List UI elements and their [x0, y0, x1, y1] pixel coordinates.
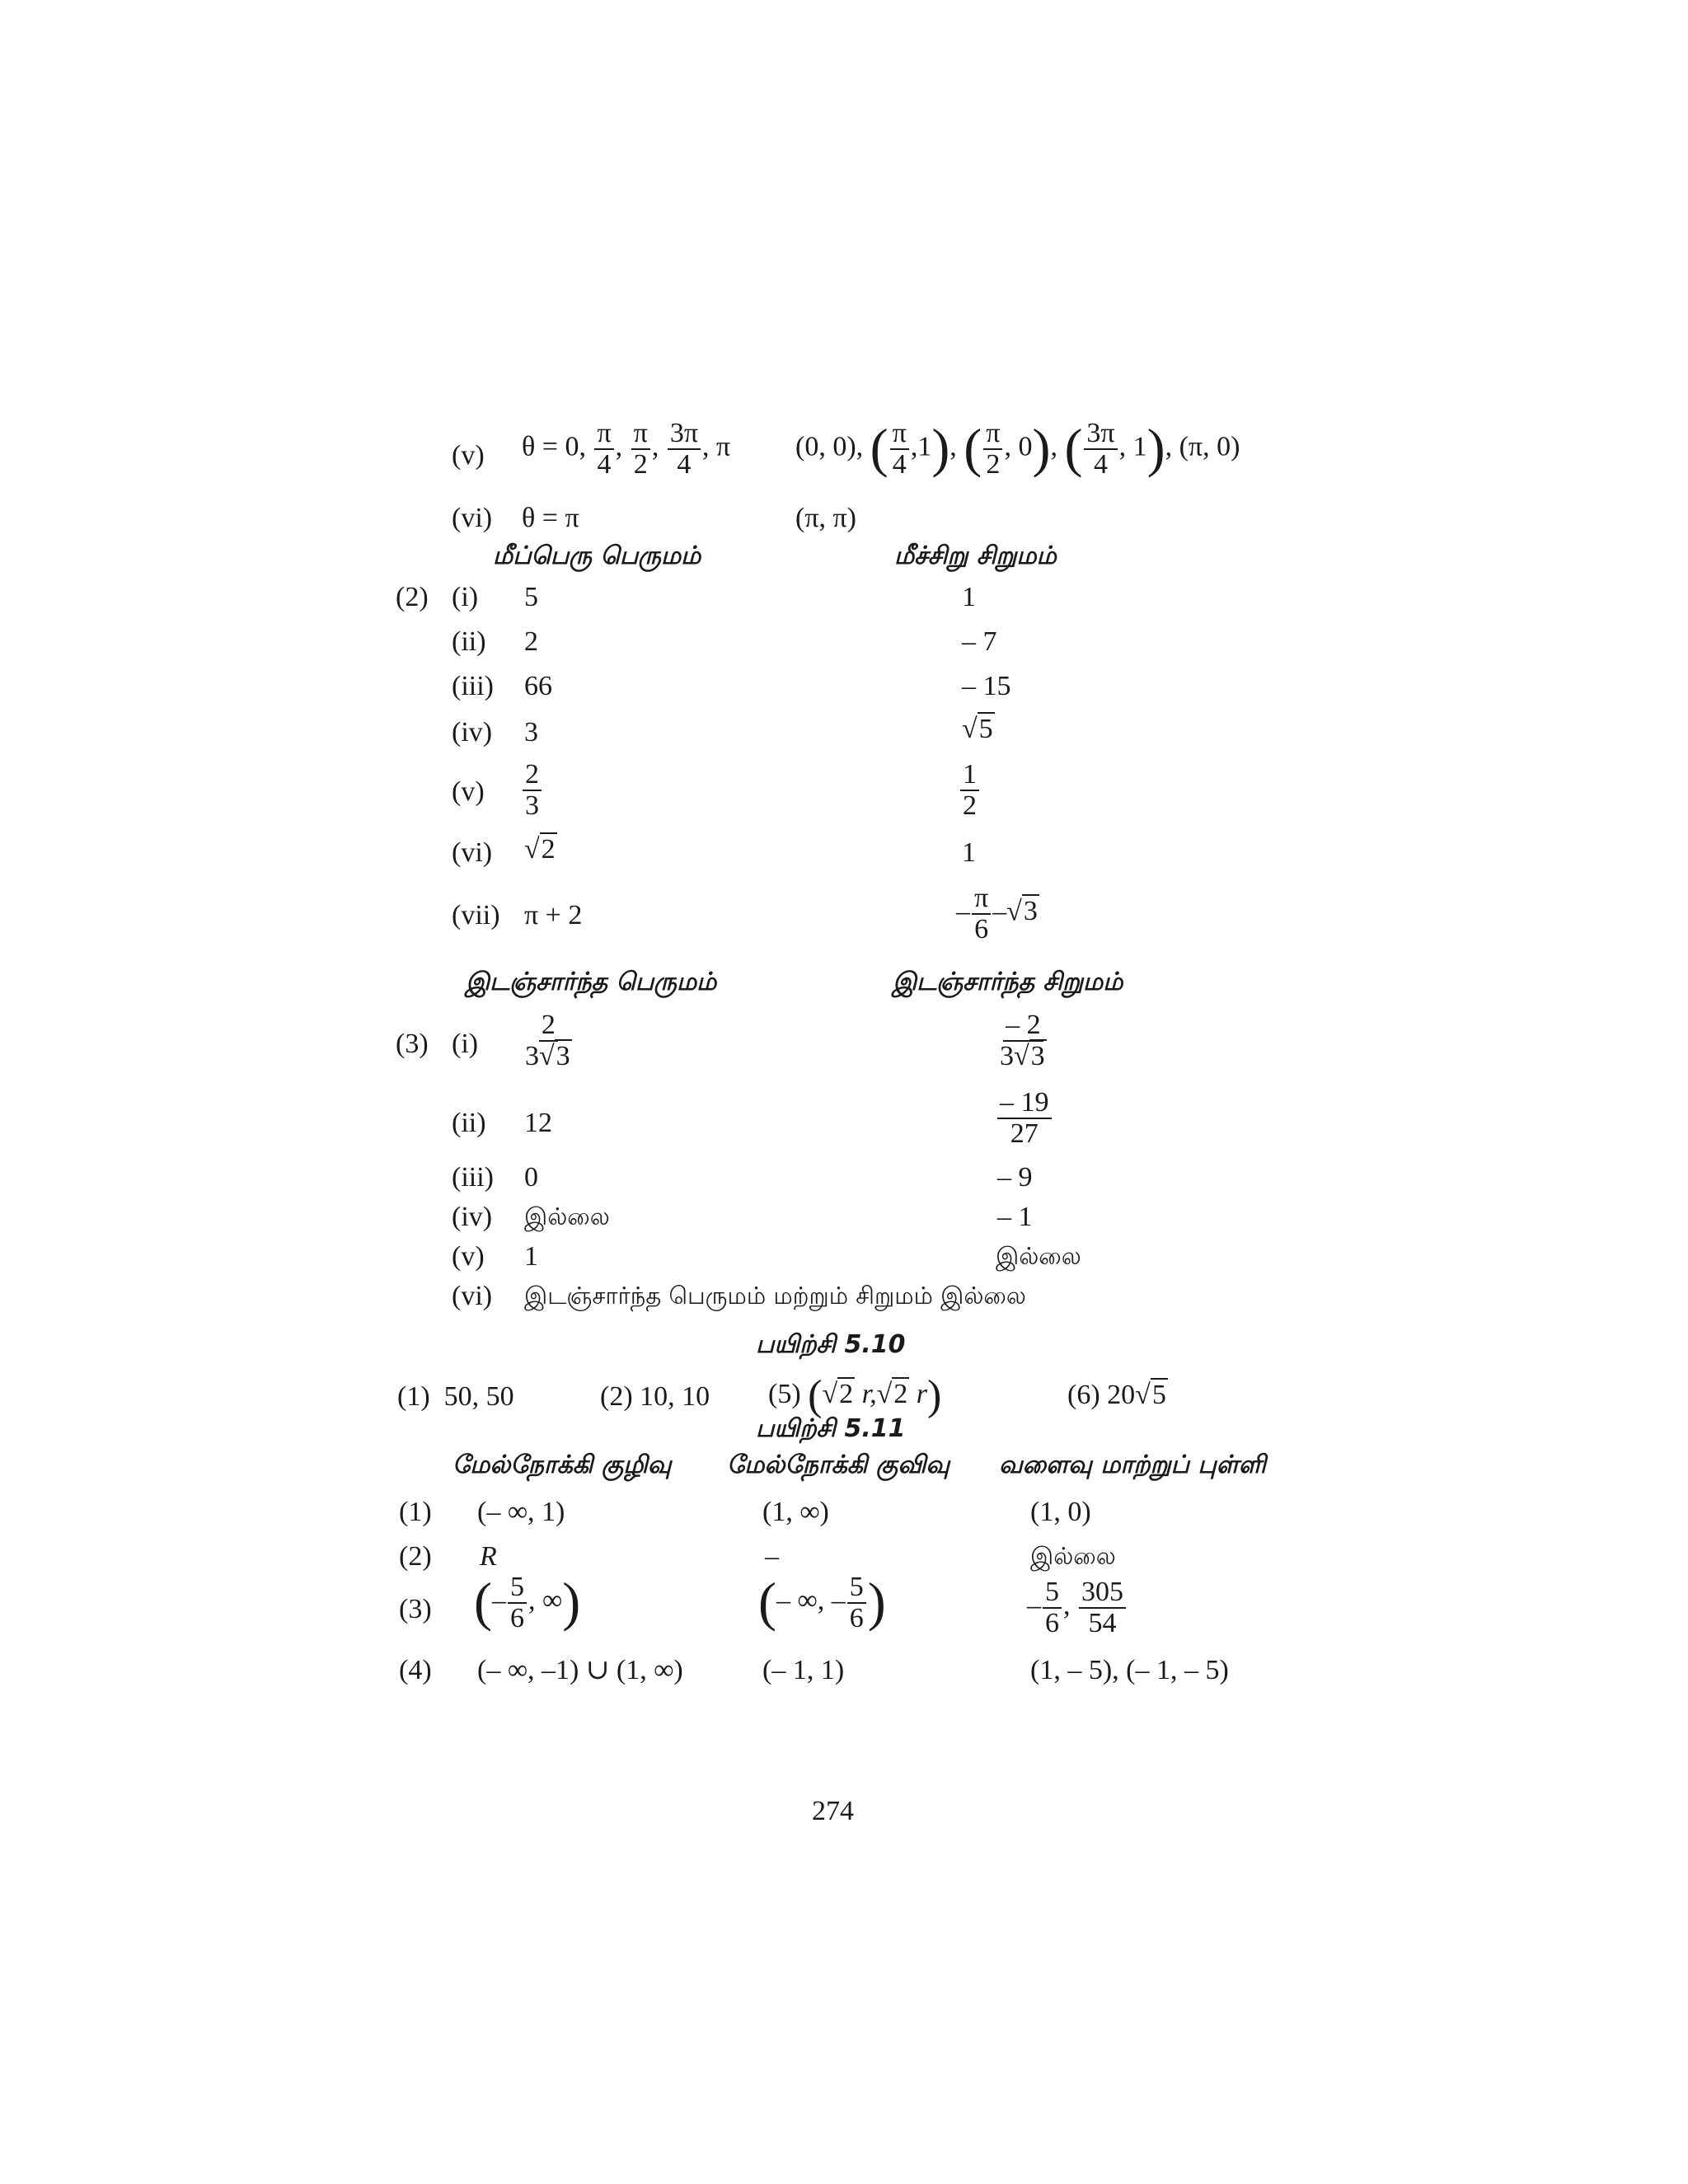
- ex511-c3: இல்லை: [1030, 1542, 1116, 1570]
- point-origin: (0, 0),: [795, 431, 864, 462]
- row-vi-point: (π, π): [795, 503, 856, 533]
- s3-label: (v): [452, 1241, 485, 1272]
- s2-min-sqrt: √5: [962, 714, 993, 744]
- s2-max: 66: [524, 671, 552, 701]
- point-last: , (π, 0): [1165, 431, 1240, 462]
- ex511-row-num: (4): [399, 1655, 432, 1685]
- ex511-c3: (1, 0): [1030, 1497, 1091, 1527]
- header-absolute-min: மீச்சிறு சிறுமம்: [894, 541, 1057, 570]
- page-number: 274: [812, 1796, 854, 1826]
- fraction: $\frac{\pi}{2}$: [631, 419, 650, 479]
- s2-label: (ii): [452, 626, 486, 657]
- header-absolute-max: மீப்பெரு பெருமம்: [493, 541, 701, 570]
- fraction: $\frac{3\pi}{4}$: [668, 419, 701, 479]
- ex511-row-num: (2): [399, 1541, 432, 1572]
- s2-max: 3: [524, 717, 538, 748]
- ex511-c3: (1, – 5), (– 1, – 5): [1030, 1655, 1229, 1685]
- ex511-c1: (– ∞, 1): [477, 1497, 565, 1527]
- section2-number: (2): [396, 582, 429, 612]
- ex511-c1: (– ∞, –1) ∪ (1, ∞): [477, 1655, 683, 1685]
- s2-label: (iv): [452, 717, 493, 748]
- point-y: 1: [1132, 431, 1147, 462]
- col-concave-down: மேல்நோக்கி குவிவு: [727, 1451, 950, 1479]
- header-local-max: இடஞ்சார்ந்த பெருமம்: [466, 968, 717, 996]
- row-vi-theta: θ = π: [522, 503, 579, 533]
- s2-min: 1: [962, 837, 976, 868]
- point-y: 0: [1018, 431, 1033, 462]
- s2-min-fraction: $\frac{1}{2}$: [959, 760, 981, 820]
- row-v-theta: θ = 0, $\frac{\pi}{4}$ , $\frac{\pi}{2}$ , $\frac{3\pi}{4}$ , π: [522, 418, 731, 480]
- s2-max: π + 2: [524, 900, 583, 930]
- point-y: 1: [917, 431, 932, 462]
- fraction: $\frac{\pi}{4}$: [594, 419, 613, 479]
- s2-max: 5: [524, 582, 538, 612]
- s2-min: – 15: [962, 671, 1011, 701]
- s3-label: (i): [452, 1029, 479, 1059]
- s3-max: 12: [524, 1108, 552, 1138]
- col-inflection-point: வளைவு மாற்றுப் புள்ளி: [999, 1451, 1266, 1479]
- ex510-answer-1: (1) 50, 50: [397, 1381, 514, 1412]
- s3-min-fraction: $\frac{- 2}{3√3}$: [1000, 1010, 1045, 1071]
- s3-min: – 1: [997, 1202, 1033, 1232]
- s2-label: (vi): [452, 837, 493, 868]
- ex511-c2: (1, ∞): [762, 1497, 829, 1527]
- theta-tail: , π: [701, 431, 731, 462]
- s3-label: (iv): [452, 1202, 493, 1232]
- s2-label: (iii): [452, 671, 494, 701]
- s2-label: (i): [452, 582, 479, 612]
- s2-max-sqrt: √2: [524, 834, 556, 865]
- row-v-points: (0, 0), ( $\frac{\pi}{4}$ ,1), ( $\frac{\pi}{2}$ , 0), ( $\frac{3\pi}{4}$ , 1), (π, 0): [795, 418, 1240, 480]
- s2-min: – 7: [962, 626, 997, 657]
- ex511-c1-expr: (– $\frac{5}{6}$ , ∞): [474, 1572, 581, 1633]
- ex511-row-num: (3): [399, 1594, 432, 1624]
- s3-label: (vi): [452, 1281, 493, 1311]
- ex511-c2: –: [765, 1541, 779, 1572]
- s2-label: (vii): [452, 900, 500, 930]
- row-vi-label: (vi): [452, 503, 493, 533]
- col-concave-up: மேல்நோக்கி குழிவு: [452, 1451, 672, 1479]
- s2-min-expr: – $\frac{\pi}{6}$ –√3: [956, 883, 1038, 944]
- s3-min: – 9: [997, 1162, 1033, 1193]
- s3-min: இல்லை: [996, 1242, 1081, 1270]
- s3-min-fraction: $\frac{- 19}{27}$: [996, 1088, 1053, 1148]
- ex511-c1: R: [480, 1541, 497, 1572]
- ex510-answer-5: (5) (√2 r,√2 r): [768, 1372, 942, 1419]
- s3-max: 1: [524, 1241, 538, 1272]
- s2-max-fraction: $\frac{2}{3}$: [521, 760, 543, 820]
- exercise-5-10-title: பயிற்சி 5.10: [756, 1330, 906, 1359]
- s2-max: 2: [524, 626, 538, 657]
- ex511-c2: (– 1, 1): [762, 1655, 845, 1685]
- ex511-c2-expr: (– ∞, – $\frac{5}{6}$ ): [758, 1572, 886, 1633]
- s3-max: 0: [524, 1162, 538, 1193]
- s3-max: இல்லை: [524, 1202, 610, 1230]
- ex510-answer-2: (2) 10, 10: [600, 1381, 710, 1412]
- theta-lhs: θ = 0,: [522, 431, 586, 462]
- header-local-min: இடஞ்சார்ந்த சிறுமம்: [893, 968, 1123, 996]
- s3-label: (iii): [452, 1162, 494, 1193]
- ex511-row-num: (1): [399, 1497, 432, 1527]
- section3-number: (3): [396, 1029, 429, 1059]
- row-v-label: (v): [452, 440, 485, 471]
- ex510-answer-6: (6) 20√5: [1067, 1380, 1166, 1410]
- s2-label: (v): [452, 776, 485, 807]
- s2-min: 1: [962, 582, 976, 612]
- s3-note: இடஞ்சார்ந்த பெருமம் மற்றும் சிறுமம் இல்லை: [524, 1282, 1026, 1310]
- s3-max-fraction: $\frac{2}{3√3}$: [525, 1010, 570, 1071]
- ex511-c3-expr: – $\frac{5}{6}$ , $\frac{305}{54}$: [1027, 1577, 1128, 1638]
- exercise-5-11-title: பயிற்சி 5.11: [756, 1414, 906, 1443]
- s3-label: (ii): [452, 1108, 486, 1138]
